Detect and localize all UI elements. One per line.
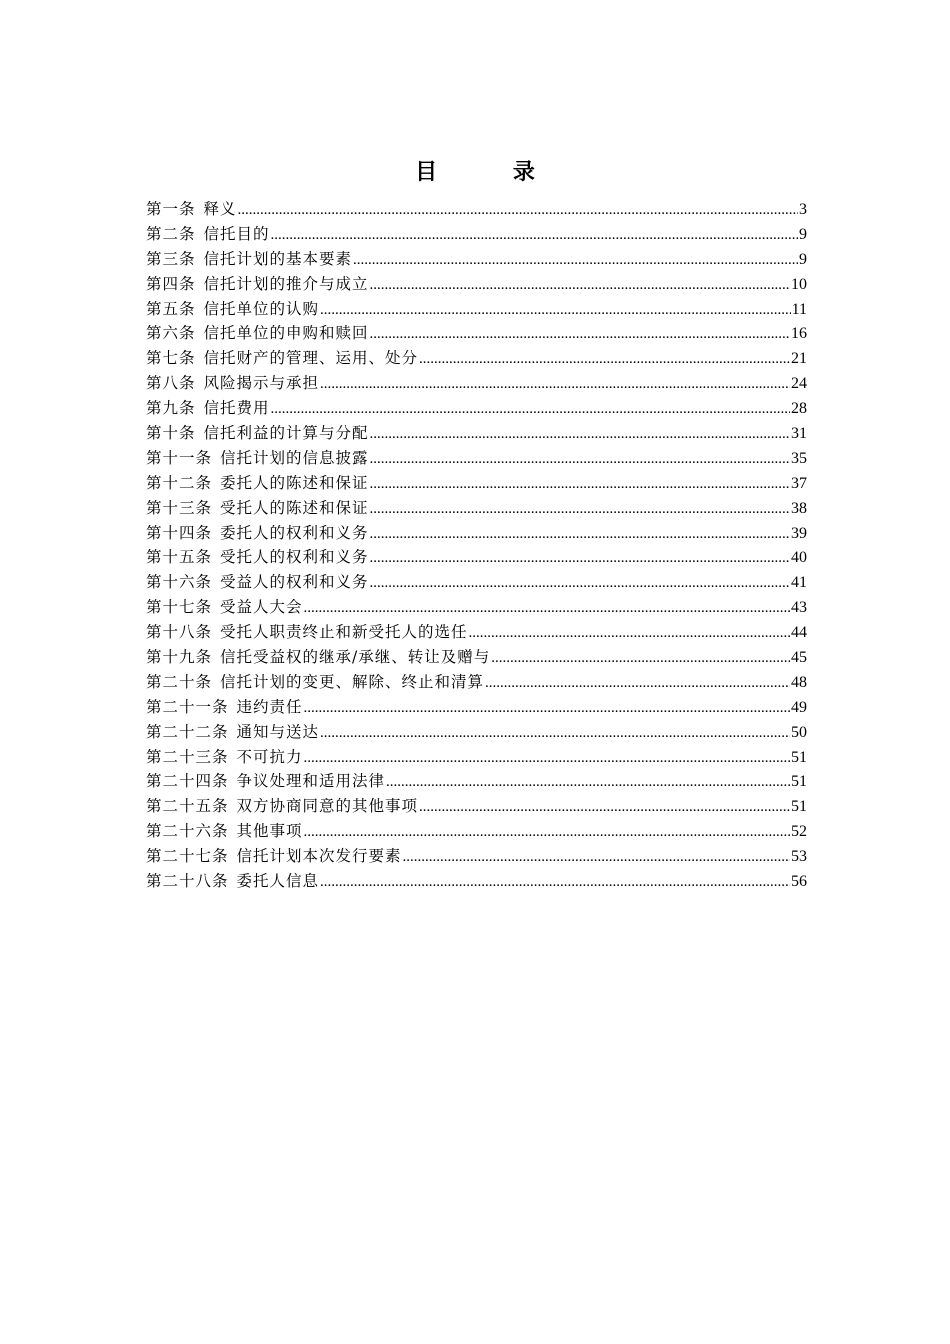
toc-entry[interactable] [146, 869, 807, 894]
toc-entry-title: 信托费用 [203, 399, 270, 418]
toc-entry-page: 40 [791, 549, 807, 567]
toc-leader-dots [370, 322, 790, 347]
toc-leader-dots [271, 223, 798, 248]
toc-entry[interactable] [146, 819, 807, 844]
toc-entry-number: 第十九条 [146, 648, 213, 667]
toc-entry-page: 10 [791, 275, 807, 293]
toc-entry-title: 双方协商同意的其他事项 [236, 797, 419, 816]
toc-entry[interactable] [146, 545, 807, 570]
toc-entry-page: 28 [791, 400, 807, 418]
toc-entry-title: 受益人大会 [220, 598, 303, 617]
toc-entry-number: 第二十条 [146, 672, 213, 691]
toc-leader-dots [320, 721, 790, 746]
toc-entry-title: 通知与送达 [236, 722, 320, 741]
toc-entry[interactable] [146, 247, 807, 272]
toc-leader-dots [320, 372, 790, 397]
toc-entry-title: 受托人的陈述和保证 [220, 498, 369, 517]
toc-entry-number: 第二十八条 [146, 872, 229, 891]
toc-entry[interactable] [146, 745, 807, 770]
toc-leader-dots [370, 273, 790, 298]
toc-entry-page: 11 [791, 300, 807, 318]
toc-leader-dots [419, 795, 790, 820]
toc-entry[interactable] [146, 670, 807, 695]
toc-entry-number: 第二十四条 [146, 772, 229, 791]
toc-entry-page: 16 [791, 325, 807, 343]
toc-entry-number: 第五条 [146, 299, 196, 318]
toc-entry-title: 信托单位的认购 [203, 299, 320, 318]
toc-entry-number: 第三条 [146, 249, 196, 268]
toc-entry-number: 第十三条 [146, 498, 213, 517]
toc-entry-title: 信托目的 [203, 224, 270, 243]
toc-leader-dots [370, 472, 790, 497]
toc-leader-dots [370, 422, 790, 447]
toc-entry-title: 信托利益的计算与分配 [203, 424, 369, 443]
toc-entry[interactable] [146, 570, 807, 595]
toc-leader-dots [469, 621, 790, 646]
toc-entry-title: 风险揭示与承担 [203, 374, 320, 393]
toc-entry-page: 48 [791, 673, 807, 691]
toc-entry[interactable] [146, 769, 807, 794]
toc-leader-dots [238, 198, 798, 223]
toc-entry-number: 第十六条 [146, 573, 213, 592]
toc-entry-number: 第十一条 [146, 448, 213, 467]
toc-entry-page: 44 [791, 624, 807, 642]
toc-leader-dots [370, 522, 790, 547]
toc-entry-number: 第二十一条 [146, 697, 229, 716]
toc-entry-page: 56 [791, 873, 807, 891]
toc-leader-dots [403, 845, 790, 870]
toc-entry-number: 第六条 [146, 324, 196, 343]
toc-entry-number: 第十二条 [146, 473, 213, 492]
toc-entry-title: 信托计划的推介与成立 [203, 274, 369, 293]
toc-entry-title: 违约责任 [236, 697, 303, 716]
toc-leader-dots [304, 696, 790, 721]
toc-entry-number: 第二条 [146, 224, 196, 243]
toc-entry-number: 第七条 [146, 349, 196, 368]
toc-leader-dots [491, 646, 790, 671]
toc-entry-title: 委托人的陈述和保证 [220, 473, 369, 492]
toc-entry-page: 49 [791, 698, 807, 716]
toc-entry-title: 争议处理和适用法律 [236, 772, 386, 791]
toc-entry-page: 51 [791, 798, 807, 816]
toc-entry-page: 43 [791, 599, 807, 617]
toc-entry-number: 第八条 [146, 374, 196, 393]
toc-entry[interactable] [146, 720, 807, 745]
toc-entry-number: 第十七条 [146, 598, 213, 617]
toc-entry-title: 信托计划的基本要素 [203, 249, 353, 268]
toc-entry[interactable] [146, 421, 807, 446]
toc-entry-number: 第二十二条 [146, 722, 229, 741]
table-of-contents [146, 197, 807, 894]
toc-entry-number: 第二十六条 [146, 822, 229, 841]
toc-entry-page: 50 [791, 723, 807, 741]
toc-entry-page: 24 [791, 375, 807, 393]
toc-entry-page: 51 [791, 773, 807, 791]
toc-entry-page: 35 [791, 449, 807, 467]
toc-entry-title: 其他事项 [236, 822, 303, 841]
toc-entry-title: 委托人的权利和义务 [220, 523, 369, 542]
toc-leader-dots [485, 671, 790, 696]
toc-leader-dots [320, 298, 791, 323]
toc-entry-page: 51 [791, 748, 807, 766]
toc-entry-number: 第十五条 [146, 548, 213, 567]
toc-entry[interactable] [146, 371, 807, 396]
toc-entry-title: 受益人的权利和义务 [220, 573, 369, 592]
toc-entry-number: 第二十七条 [146, 847, 229, 866]
toc-leader-dots [304, 746, 790, 771]
toc-entry[interactable] [146, 321, 807, 346]
toc-entry[interactable] [146, 794, 807, 819]
toc-entry[interactable] [146, 496, 807, 521]
toc-entry-number: 第十条 [146, 424, 196, 443]
toc-leader-dots [304, 596, 790, 621]
toc-entry-page: 37 [791, 474, 807, 492]
toc-entry-number: 第二十五条 [146, 797, 229, 816]
toc-entry-title: 受托人的权利和义务 [220, 548, 369, 567]
toc-entry[interactable] [146, 396, 807, 421]
toc-leader-dots [386, 770, 790, 795]
toc-entry[interactable] [146, 222, 807, 247]
toc-entry-title: 受托人职责终止和新受托人的选任 [220, 623, 468, 642]
toc-entry-title: 信托计划本次发行要素 [236, 847, 402, 866]
toc-entry-page: 53 [791, 848, 807, 866]
toc-entry-page: 41 [791, 574, 807, 592]
toc-entry[interactable] [146, 272, 807, 297]
toc-entry-title: 信托单位的申购和赎回 [203, 324, 369, 343]
toc-entry[interactable] [146, 844, 807, 869]
toc-entry-number: 第四条 [146, 274, 196, 293]
toc-leader-dots [304, 820, 790, 845]
toc-leader-dots [370, 447, 790, 472]
toc-entry[interactable] [146, 471, 807, 496]
toc-entry-page: 3 [799, 201, 807, 218]
toc-entry[interactable] [146, 197, 807, 222]
toc-entry[interactable] [146, 645, 807, 670]
toc-leader-dots [419, 347, 790, 372]
toc-entry-title: 信托计划的变更、解除、终止和清算 [220, 672, 485, 691]
toc-entry[interactable] [146, 695, 807, 720]
toc-entry-title: 不可抗力 [236, 747, 303, 766]
toc-entry-title: 信托计划的信息披露 [220, 448, 369, 467]
toc-entry-page: 9 [799, 225, 807, 243]
toc-entry-page: 39 [791, 524, 807, 542]
toc-entry-number: 第十四条 [146, 523, 213, 542]
toc-entry[interactable] [146, 446, 807, 471]
toc-leader-dots [370, 546, 790, 571]
toc-entry[interactable] [146, 297, 807, 322]
toc-entry-page: 21 [791, 350, 807, 368]
toc-leader-dots [271, 397, 790, 422]
toc-entry-number: 第二十三条 [146, 747, 229, 766]
toc-leader-dots [370, 571, 790, 596]
toc-entry-page: 9 [799, 250, 807, 268]
toc-entry-title: 委托人信息 [236, 872, 320, 891]
toc-entry-number: 第十八条 [146, 623, 213, 642]
toc-entry[interactable] [146, 521, 807, 546]
toc-entry-number: 第一条 [146, 200, 196, 218]
toc-entry-page: 38 [791, 499, 807, 517]
toc-leader-dots [370, 497, 790, 522]
toc-entry-title: 信托财产的管理、运用、处分 [203, 349, 419, 368]
toc-entry-number: 第九条 [146, 399, 196, 418]
toc-entry-title: 信托受益权的继承/承继、转让及赠与 [220, 648, 491, 667]
toc-entry-title: 释义 [203, 200, 237, 218]
toc-entry-page: 31 [791, 425, 807, 443]
toc-leader-dots [320, 870, 790, 895]
toc-title: 目 录 [415, 159, 569, 185]
toc-entry-page: 52 [791, 823, 807, 841]
toc-entry[interactable] [146, 595, 807, 620]
toc-leader-dots [353, 248, 798, 273]
toc-entry-page: 45 [791, 649, 807, 667]
toc-entry[interactable] [146, 620, 807, 645]
toc-entry[interactable] [146, 346, 807, 371]
